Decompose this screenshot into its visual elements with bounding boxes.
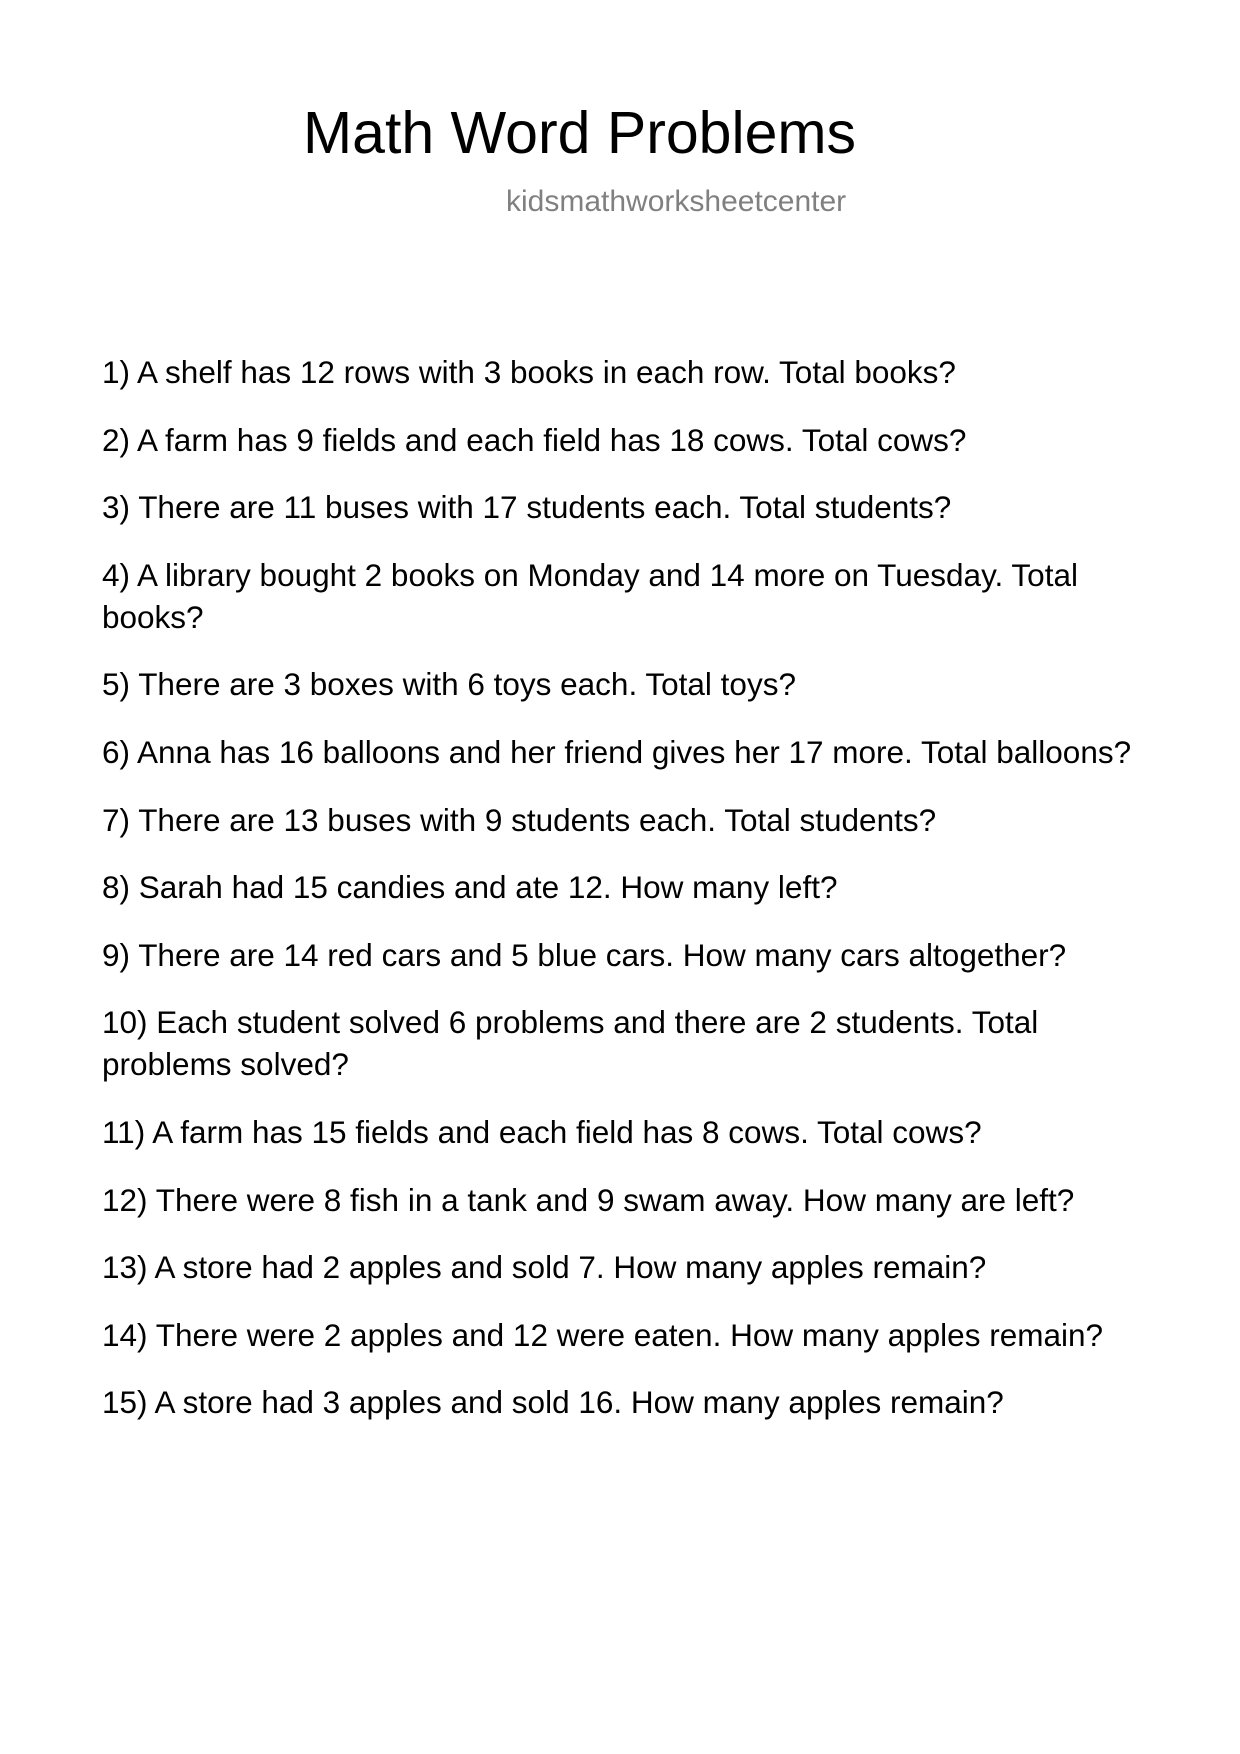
- problem-item: 9) There are 14 red cars and 5 blue cars. How many cars altogether?: [102, 936, 1067, 973]
- problem-item: 7) There are 13 buses with 9 students each. Total students?: [102, 801, 937, 838]
- problem-item: 15) A store had 3 apples and sold 16. How many apples remain?: [102, 1384, 1004, 1421]
- problem-item: 10) Each student solved 6 problems and there are 2 students. Total problems solved?: [102, 1004, 1039, 1083]
- problem-item: 6) Anna has 16 balloons and her friend gives her 17 more. Total balloons?: [102, 733, 1132, 770]
- problem-item: 13) A store had 2 apples and sold 7. How many apples remain?: [102, 1249, 987, 1286]
- site-name: kidsmathworksheetcenter: [506, 185, 847, 218]
- problem-item: 14) There were 2 apples and 12 were eaten. How many apples remain?: [102, 1316, 1104, 1353]
- problem-item: 8) Sarah had 15 candies and ate 12. How many left?: [102, 869, 838, 906]
- problem-item: 1) A shelf has 12 rows with 3 books in each row. Total books?: [102, 354, 956, 390]
- problem-list: [102, 351, 1162, 1449]
- problem-item: 11) A farm has 15 fields and each field has 8 cows. Total cows?: [102, 1113, 982, 1150]
- problem-item: 5) There are 3 boxes with 6 toys each. Total toys?: [102, 666, 796, 703]
- problem-item: 3) There are 11 buses with 17 students each. Total students?: [102, 489, 952, 526]
- page-title: Math Word Problems: [303, 100, 857, 166]
- problem-item: 2) A farm has 9 fields and each field has 18 cows. Total cows?: [102, 421, 967, 458]
- problem-item: 12) There were 8 fish in a tank and 9 swam away. How many are left?: [102, 1181, 1075, 1218]
- problem-item: 4) A library bought 2 books on Monday and 14 more on Tuesday. Total books?: [102, 556, 1078, 635]
